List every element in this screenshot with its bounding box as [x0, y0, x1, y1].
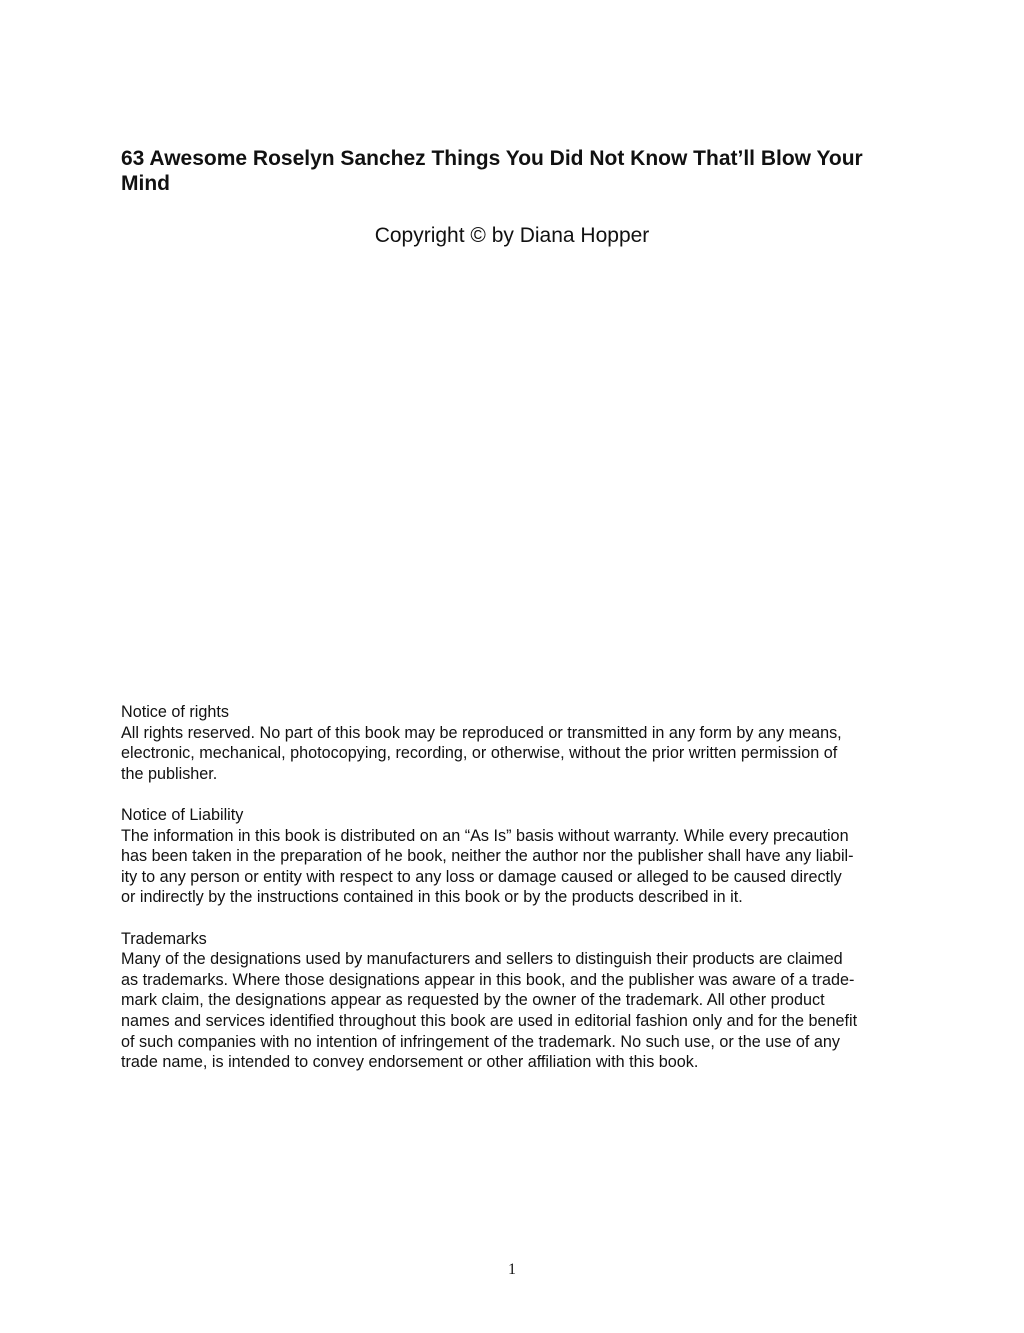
trademarks-notice [121, 929, 911, 1073]
notice-text-line: names and services identified throughout this book are used in editorial fashion only and for the benefit [121, 1011, 858, 1030]
notice-heading: Notice of rights [121, 703, 229, 721]
notice-text-line: as trademarks. Where those designations appear in this book, and the publisher was aware of a trade- [121, 970, 855, 989]
book-title: 63 Awesome Roselyn Sanchez Things You Did Not Know That’ll Blow Your Mind [121, 147, 863, 195]
legal-notices [121, 702, 911, 1093]
copyright-line: Copyright © by Diana Hopper [374, 224, 650, 247]
page-number: 1 [508, 1261, 516, 1278]
notice-text-line: Many of the designations used by manufacturers and sellers to distinguish their products are claimed [121, 950, 843, 969]
notice-heading: Trademarks [121, 929, 207, 948]
notice-text-line: trade name, is intended to convey endorsement or other affiliation with this book. [121, 1053, 699, 1072]
notice-heading: Notice of Liability [121, 805, 244, 824]
notice-text-line: All rights reserved. No part of this book may be reproduced or transmitted in any form by any means, [121, 723, 842, 742]
notice-text-line: the publisher. [121, 764, 218, 783]
notice-of-rights [121, 702, 911, 784]
notice-text-line: electronic, mechanical, photocopying, recording, or otherwise, without the prior written permission of [121, 744, 838, 763]
notice-text-line: The information in this book is distributed on an “As Is” basis without warranty. While every precaution [121, 826, 849, 845]
notice-text-line: has been taken in the preparation of he book, neither the author nor the publisher shall have any liabil- [121, 847, 854, 866]
notice-of-liability [121, 805, 911, 908]
notice-text-line: of such companies with no intention of infringement of the trademark. No such use, or the use of any [121, 1032, 840, 1051]
notice-text-line: ity to any person or entity with respect to any loss or damage caused or alleged to be caused directly [121, 867, 842, 886]
notice-text-line: or indirectly by the instructions contained in this book or by the products described in it. [121, 888, 743, 907]
notice-text-line: mark claim, the designations appear as requested by the owner of the trademark. All other product [121, 991, 825, 1010]
